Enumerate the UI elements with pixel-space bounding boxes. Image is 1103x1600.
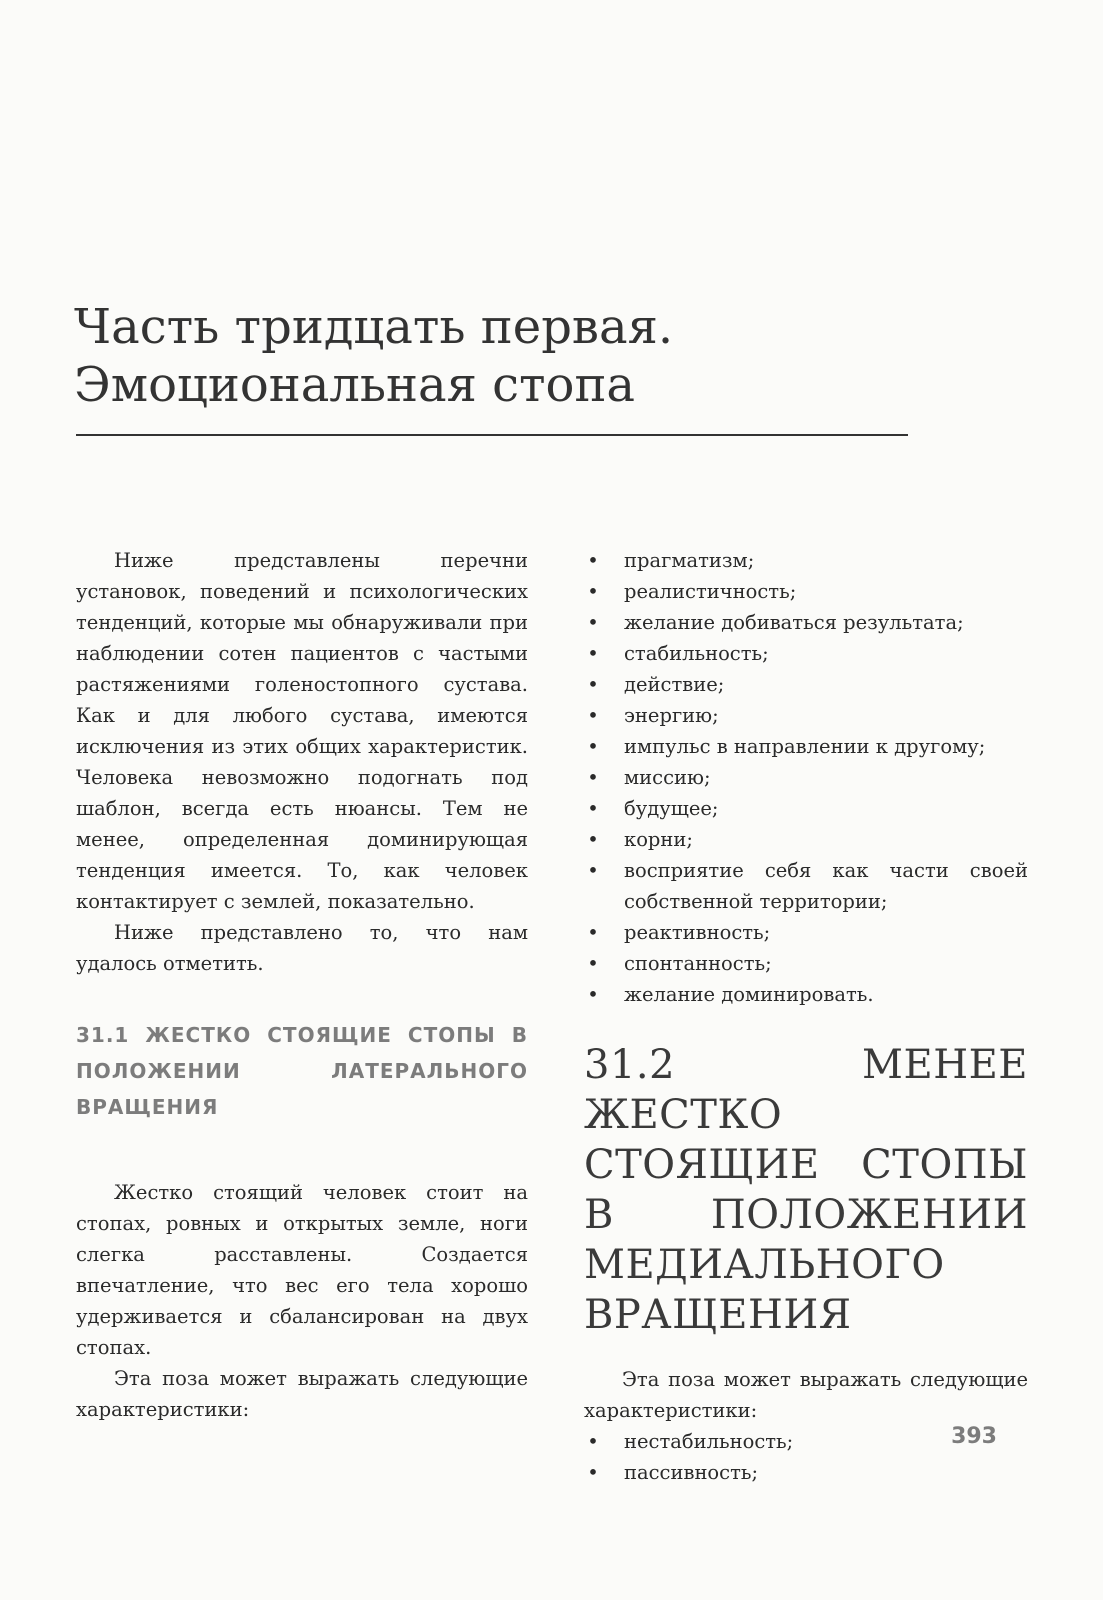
bullet-icon: • [587, 735, 599, 758]
list-item-text: действие; [624, 673, 725, 696]
chapter-title [74, 298, 914, 414]
bullet-icon: • [587, 549, 599, 572]
chapter-title-line-2: Эмоциональная стопа [74, 357, 636, 413]
bullet-icon: • [587, 828, 599, 851]
list-item-text: энергию; [624, 704, 719, 727]
intro-paragraph-1: Ниже представлены перечни установок, поведений и психологических тенденций, которые мы обнаруживали при наблюдении сотен пациентов с частыми растяжениями голеностопного сустава. Как и для любого сустава, имеются исключения из этих общих характеристик. Человека невозможно подогнать под шаблон, всегда есть нюансы. Тем не менее, определенная доминирующая тенденция имеется. То, как человек контактирует с землей, показательно. [76, 549, 528, 913]
list-item [584, 1457, 1028, 1488]
bullet-icon: • [587, 1461, 599, 1484]
bullet-icon: • [587, 611, 599, 634]
characteristics-list-31-1 [584, 545, 1028, 1010]
section-31-2-heading: 31.2 МЕНЕЕ ЖЕСТКО СТОЯЩИЕ СТОПЫ В ПОЛОЖЕНИИ МЕДИАЛЬНОГО ВРАЩЕНИЯ [584, 1042, 1028, 1338]
list-item [584, 669, 1028, 700]
list-item [584, 545, 1028, 576]
title-underline [76, 434, 908, 436]
list-item-text: нестабильность; [624, 1430, 794, 1453]
right-column [584, 545, 1028, 1488]
section-31-1-heading: 31.1 ЖЕСТКО СТОЯЩИЕ СТОПЫ В ПОЛОЖЕНИИ ЛАТЕРАЛЬНОГО ВРАЩЕНИЯ [76, 1023, 528, 1119]
bullet-icon: • [587, 766, 599, 789]
list-item-text: корни; [624, 828, 693, 851]
list-item-text: реактивность; [624, 921, 771, 944]
list-item-text: прагматизм; [624, 549, 755, 572]
section-31-1-paragraph-1: Жестко стоящий человек стоит на стопах, ровных и открытых земле, ноги слегка расставлены. Создается впечатление, что вес его тела хорошо удерживается и сбалансирован на двух стопах. [76, 1181, 528, 1359]
chapter-title-line-1: Часть тридцать первая. [74, 299, 674, 355]
heading-spacer [76, 1125, 528, 1177]
left-column [76, 545, 528, 1425]
bullet-icon: • [587, 1430, 599, 1453]
intro-paragraph-2: Ниже представлено то, что нам удалось отметить. [76, 921, 528, 975]
bullet-icon: • [587, 704, 599, 727]
list-item [584, 793, 1028, 824]
list-item-text: желание добиваться результата; [624, 611, 964, 634]
list-item [584, 731, 1028, 762]
section-31-2-paragraph: Эта поза может выражать следующие характеристики: [584, 1368, 1028, 1422]
list-item-text: будущее; [624, 797, 719, 820]
list-item [584, 824, 1028, 855]
bullet-icon: • [587, 797, 599, 820]
list-item [584, 607, 1028, 638]
list-item-text: миссию; [624, 766, 711, 789]
bullet-icon: • [587, 952, 599, 975]
bullet-icon: • [587, 983, 599, 1006]
list-item [584, 638, 1028, 669]
bullet-icon: • [587, 673, 599, 696]
bullet-icon: • [587, 642, 599, 665]
list-item [584, 700, 1028, 731]
bullet-icon: • [587, 859, 599, 882]
list-item [584, 762, 1028, 793]
list-item [584, 979, 1028, 1010]
list-item [584, 576, 1028, 607]
bullet-icon: • [587, 921, 599, 944]
list-item [584, 855, 1028, 917]
list-item-text: реалистичность; [624, 580, 797, 603]
list-item-text: стабильность; [624, 642, 769, 665]
list-item-text: желание доминировать. [624, 983, 874, 1006]
list-item [584, 917, 1028, 948]
list-item-text: спонтанность; [624, 952, 772, 975]
section-31-1-paragraph-2: Эта поза может выражать следующие характеристики: [76, 1367, 528, 1421]
list-item-text: пассивность; [624, 1461, 759, 1484]
bullet-icon: • [587, 580, 599, 603]
page-number: 393 [951, 1424, 997, 1449]
list-item-text: импульс в направлении к другому; [624, 735, 986, 758]
list-item [584, 948, 1028, 979]
list-item-text: восприятие себя как части своей собственной территории; [624, 859, 1028, 913]
